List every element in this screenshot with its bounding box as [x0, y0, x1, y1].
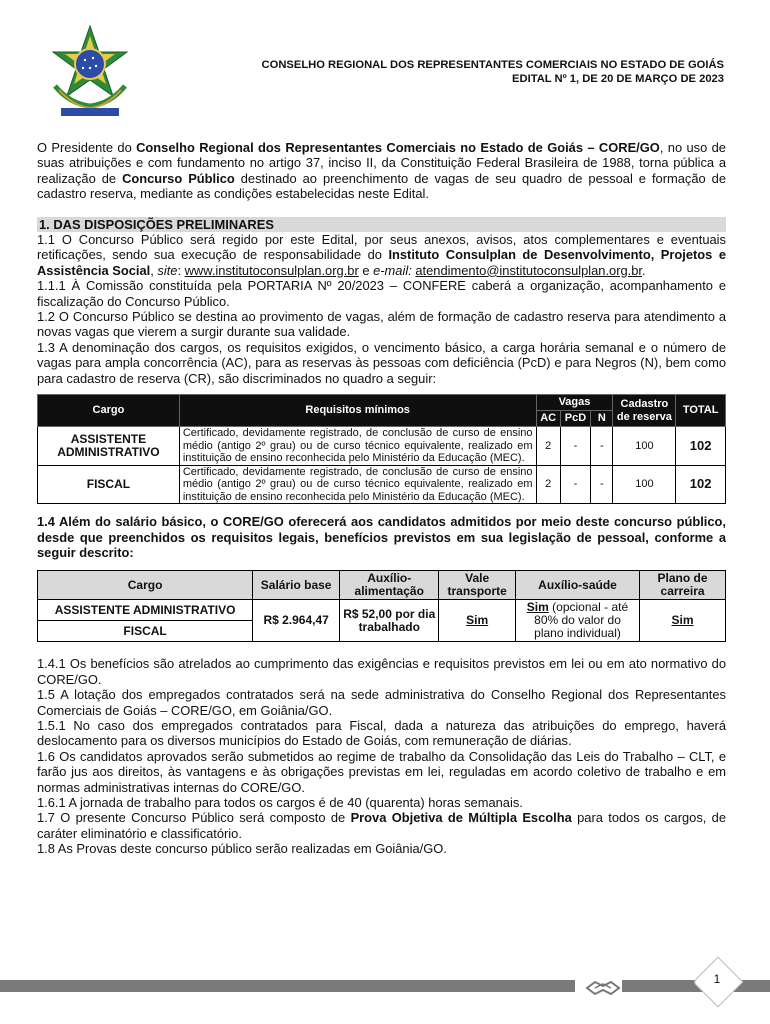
col-header-vagas: Vagas — [536, 395, 613, 411]
col-header-cargo: Cargo — [38, 571, 253, 600]
website-link[interactable]: www.institutoconsulplan.org.br — [184, 262, 359, 278]
email-label: e-mail: — [373, 262, 412, 278]
col-header-requisitos: Requisitos mínimos — [179, 395, 536, 427]
paragraph-1-6-1: 1.6.1 A jornada de trabalho para todos os cargos é de 40 (quarenta) horas semanais. — [37, 794, 523, 810]
paragraph-1-3: 1.3 A denominação dos cargos, os requisitos exigidos, o vencimento básico, a carga horária semanal e o número de vagas para ampla concorrência (AC), para as reservas às pessoas com deficiência (PcD) e para Negros (N), bem como para cadastro de reserva (CR), são discriminados no quadro a seguir: — [37, 339, 726, 386]
paragraph-1-8: 1.8 As Provas deste concurso público serão realizadas em Goiânia/GO. — [37, 841, 447, 857]
cell-cadastro: 100 — [613, 465, 676, 504]
cell-requisitos: Certificado, devidamente registrado, de conclusão de curso de ensino médio (antigo 2º grau) ou de curso técnico equivalente, realizado em instituição de ensino reconhecida pelo Ministério da Educação (MEC). — [179, 465, 536, 504]
intro-text-3: destinado ao preenchimento de vagas de seu quadro de pessoal e formação de cadastro reserva, mediante as condições estabelecidas neste Edital. — [37, 170, 727, 202]
col-header-transporte: Vale transporte — [439, 571, 516, 600]
paragraph-1-6: 1.6 Os candidatos aprovados serão submetidos ao regime de trabalho da Consolidação das Leis do Trabalho – CLT, e farão jus aos direitos, às vantagens e às obrigações previstas em lei, reguladas em acordo coletivo de trabalho e em normas administrativas internas do CORE/GO. — [37, 748, 726, 795]
prova-objetiva: Prova Objetiva de Múltipla Escolha — [350, 810, 572, 826]
paragraph-1-4: 1.4 Além do salário básico, o CORE/GO oferecerá aos candidatos admitidos por meio deste concurso público, desde que preenchidos os requisitos legais, benefícios previstos em sua legislação de pessoal, conforme a seguir descrito: — [37, 514, 726, 560]
cell-cargo: ASSISTENTE ADMINISTRATIVO — [38, 600, 253, 621]
cell-alimentacao: R$ 52,00 por dia trabalhado — [340, 600, 439, 642]
p17-text-c: para todos os cargos, de caráter eliminatório e classificatório. — [37, 810, 727, 841]
page-number: 1 — [713, 972, 721, 986]
benefits-table — [37, 570, 726, 642]
col-header-cadastro: Cadastro de reserva — [613, 395, 676, 427]
cell-ac: 2 — [536, 427, 560, 466]
intro-council-name: Conselho Regional dos Representantes Comerciais no Estado de Goiás – CORE/GO — [136, 140, 660, 155]
col-header-saude: Auxílio-saúde — [515, 571, 639, 600]
cell-cargo: FISCAL — [38, 621, 253, 642]
cell-cargo: ASSISTENTE ADMINISTRATIVO — [38, 427, 180, 466]
p17-text-a: 1.7 O presente Concurso Público será composto de — [37, 810, 351, 826]
header-edital: EDITAL Nº 1, DE 20 DE MARÇO DE 2023 — [512, 73, 724, 85]
institute-name: Instituto Consulplan de Desenvolvimento, Projetos e Assistência Social — [37, 247, 727, 278]
paragraph-1-1 — [37, 232, 726, 278]
p11-text-c: , — [150, 262, 158, 278]
cell-pcd: - — [560, 427, 590, 466]
cell-cadastro: 100 — [613, 427, 676, 466]
col-header-pcd: PcD — [560, 411, 590, 427]
email-link[interactable]: atendimento@institutoconsulplan.org.br — [415, 262, 643, 278]
cell-ac: 2 — [536, 465, 560, 504]
p11-text-a: 1.1 O Concurso Público será regido por este Edital, por seus anexos, avisos, atos complementares e eventuais retificações, sendo sua execução de responsabilidade do — [37, 232, 726, 263]
paragraph-1-5-1: 1.5.1 No caso dos empregados contratados para Fiscal, dada a natureza das atribuições do emprego, haverá deslocamento para os diversos municípios do Estado de Goiás, com remuneração de diárias. — [37, 717, 726, 749]
cell-plano: Sim — [640, 600, 726, 642]
paragraph-1-7 — [37, 810, 726, 841]
header-institution: CONSELHO REGIONAL DOS REPRESENTANTES COMERCIAIS NO ESTADO DE GOIÁS — [261, 59, 724, 71]
paragraph-1-1-1: 1.1.1 À Comissão constituída pela PORTARIA Nº 20/2023 – CONFERE caberá a organização, acompanhamento e fiscalização do Concurso Público. — [37, 278, 726, 309]
intro-text-1: O Presidente do — [37, 140, 137, 155]
cell-transporte: Sim — [439, 600, 516, 642]
cell-total: 102 — [676, 427, 726, 466]
saude-sim: Sim — [526, 600, 549, 615]
cell-n: - — [591, 427, 613, 466]
col-header-plano: Plano de carreira — [640, 571, 726, 600]
cell-cargo: FISCAL — [38, 465, 180, 504]
footer-bar-left — [0, 980, 575, 992]
vacancies-table — [37, 394, 726, 504]
site-label: site — [157, 262, 178, 278]
document-header — [262, 58, 724, 86]
intro-concurso: Concurso Público — [122, 170, 235, 186]
col-header-cargo: Cargo — [38, 395, 180, 427]
table-row — [38, 600, 726, 621]
cell-requisitos: Certificado, devidamente registrado, de conclusão de curso de ensino médio (antigo 2º grau) ou de curso técnico equivalente, realizado em instituição de ensino reconhecida pelo Ministério da Educação (MEC). — [179, 427, 536, 466]
cell-salario: R$ 2.964,47 — [253, 600, 340, 642]
intro-paragraph — [37, 140, 726, 202]
document-body — [37, 140, 726, 857]
handshake-icon — [585, 974, 621, 998]
col-header-salario: Salário base — [253, 571, 340, 600]
p11-text-d: : — [177, 262, 185, 278]
col-header-total: TOTAL — [676, 395, 726, 427]
table-row — [38, 465, 726, 504]
intro-text-2: , no uso de suas atribuições e com fundamento no artigo 37, inciso II, da Constituição Federal Brasileira de 1988, torna pública a realização de — [37, 140, 726, 186]
cell-saude — [515, 600, 639, 642]
cell-pcd: - — [560, 465, 590, 504]
brazil-coat-of-arms-icon — [45, 24, 135, 120]
cell-n: - — [591, 465, 613, 504]
paragraph-1-4-1: 1.4.1 Os benefícios são atrelados ao cumprimento das exigências e requisitos previstos em lei ou em ato normativo do CORE/GO. — [37, 656, 726, 687]
cell-total: 102 — [676, 465, 726, 504]
col-header-n: N — [591, 411, 613, 427]
paragraph-1-5: 1.5 A lotação dos empregados contratados será na sede administrativa do Conselho Regional dos Representantes Comerciais de Goiás – CORE/GO, em Goiânia/GO. — [37, 687, 726, 718]
p11-text-f: . — [642, 262, 646, 278]
col-header-alimentacao: Auxílio-alimentação — [340, 571, 439, 600]
col-header-ac: AC — [536, 411, 560, 427]
saude-detail: (opcional - até 80% do valor do plano individual) — [534, 600, 629, 641]
table-row — [38, 427, 726, 466]
p11-text-e: e — [358, 262, 374, 278]
section-title-1: 1. DAS DISPOSIÇÕES PRELIMINARES — [37, 217, 726, 232]
paragraph-1-2: 1.2 O Concurso Público se destina ao provimento de vagas, além de formação de cadastro reserva para atendimento a novas vagas que vierem a surgir durante sua validade. — [37, 309, 726, 340]
